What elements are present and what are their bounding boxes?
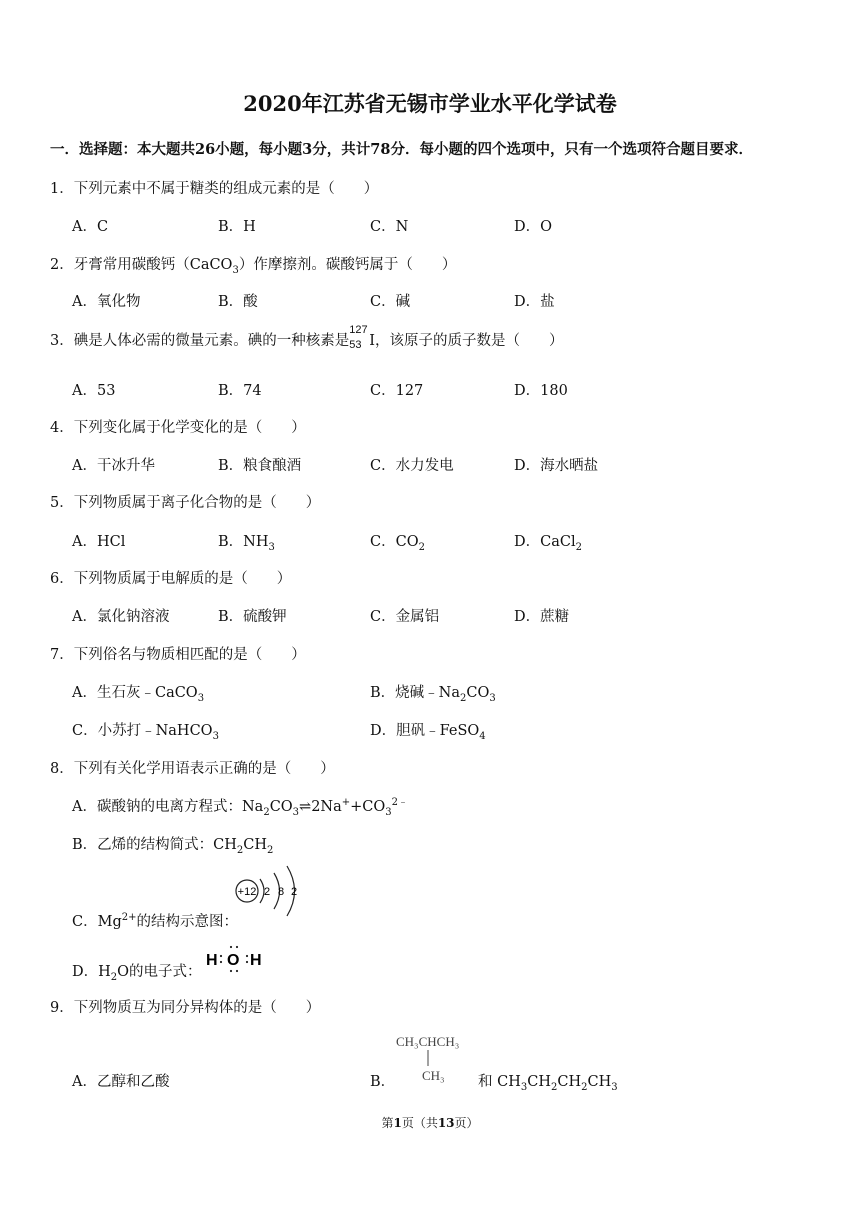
q1-option-a: A．C <box>72 219 109 235</box>
q6-option-c: C．金属铝 <box>370 609 440 625</box>
q4-option-c: C．水力发电 <box>370 458 454 474</box>
water-electron-formula <box>204 942 266 976</box>
nucleus-charge: +12 <box>237 886 257 898</box>
q5-option-c: C．$CO_2$ <box>370 534 425 553</box>
q4-option-a: A．干冰升华 <box>72 458 155 474</box>
q4-option-d: D．海水晒盐 <box>514 458 599 474</box>
section-heading: 一．选择题：本大题共26小题，每小题3分，共计78分．每小题的四个选项中，只有一个选项符合题目要求． <box>50 141 753 158</box>
q7-option-c: C．小苏打﹣NaHCO$_3$ <box>72 723 219 742</box>
isobutane-structure <box>394 1030 478 1086</box>
page-footer: 第1页（共13页） <box>381 1116 479 1130</box>
q8-option-b: B．乙烯的结构简式：$CH_2CH_2$ <box>72 837 274 856</box>
hydrogen-left: H <box>206 952 218 969</box>
q1-option-b: B．H <box>218 219 256 235</box>
oxygen: O <box>227 952 240 969</box>
question-3-stem: 3．碘是人体必需的微量元素。碘的一种核素是 127 53 I，该原子的质子数是（ ） <box>50 328 563 354</box>
shell-3-electrons: 2 <box>290 886 298 898</box>
question-7-stem: 7．下列俗名与物质相匹配的是（ ） <box>50 647 306 663</box>
q2-option-c: C．碱 <box>370 294 411 310</box>
q2-option-b: B．酸 <box>218 294 258 310</box>
q8-option-c: C．$Mg^{2+}$的结构示意图： <box>72 912 238 930</box>
q1-option-c: C．N <box>370 219 409 235</box>
q8-option-a: A．碳酸钠的电离方程式：$Na_2CO_3\rightleftharpoons 2Na^++CO_3^{2﹣}$ <box>72 797 409 818</box>
q4-option-b: B．粮食酿酒 <box>218 458 302 474</box>
question-4-stem: 4．下列变化属于化学变化的是（ ） <box>50 420 306 436</box>
question-5-stem: 5．下列物质属于离子化合物的是（ ） <box>50 495 321 511</box>
q3-option-d: D．180 <box>514 383 568 399</box>
nuclide-notation: 127 53 <box>349 324 368 351</box>
q6-option-b: B．硫酸钾 <box>218 609 287 625</box>
shell-2-electrons: 8 <box>277 886 285 898</box>
question-1-stem: 1．下列元素中不属于糖类的组成元素的是（ ） <box>50 181 379 197</box>
q7-option-a: A．生石灰﹣CaCO$_3$ <box>72 685 205 704</box>
q1-option-d: D．O <box>514 219 553 235</box>
q2-option-a: A．氧化物 <box>72 294 141 310</box>
q2-option-d: D．盐 <box>514 294 555 310</box>
page-title: 2020年江苏省无锡市学业水平化学试卷 <box>243 91 617 116</box>
isobutane-branch: CH₃ <box>422 1068 445 1083</box>
shell-1-electrons: 2 <box>263 886 271 898</box>
question-6-stem: 6．下列物质属于电解质的是（ ） <box>50 571 292 587</box>
mg-ion-structure-diagram <box>232 862 304 924</box>
q7-option-d: D．胆矾﹣FeSO$_4$ <box>370 723 486 742</box>
hydrogen-right: H <box>250 952 262 969</box>
q5-option-a: A．HCl <box>72 534 126 550</box>
q5-option-d: D．CaCl$_2$ <box>514 534 582 553</box>
question-2-stem: 2．牙膏常用碳酸钙（CaCO$_3$）作摩擦剂。碳酸钙属于（ ） <box>50 257 457 276</box>
q8-option-d: D．$H_2O$的电子式： <box>72 964 202 983</box>
isobutane-main-chain: CH₃CHCH₃ <box>396 1034 460 1049</box>
q9-option-a: A．乙醇和乙酸 <box>72 1074 170 1090</box>
q9-option-b-label: B． <box>370 1074 396 1090</box>
q3-option-b: B．74 <box>218 383 262 399</box>
q5-option-b: B．$NH_3$ <box>218 534 275 553</box>
q6-option-d: D．蔗糖 <box>514 609 570 625</box>
q3-option-c: C．127 <box>370 383 424 399</box>
question-8-stem: 8．下列有关化学用语表示正确的是（ ） <box>50 761 335 777</box>
q9-option-b-butane: 和 $CH_3CH_2CH_2CH_3$ <box>478 1074 618 1093</box>
q6-option-a: A．氯化钠溶液 <box>72 609 170 625</box>
q7-option-b: B．烧碱$﹣Na_2CO_3$ <box>370 685 496 704</box>
question-9-stem: 9．下列物质互为同分异构体的是（ ） <box>50 1000 321 1016</box>
q3-option-a: A．53 <box>72 383 116 399</box>
